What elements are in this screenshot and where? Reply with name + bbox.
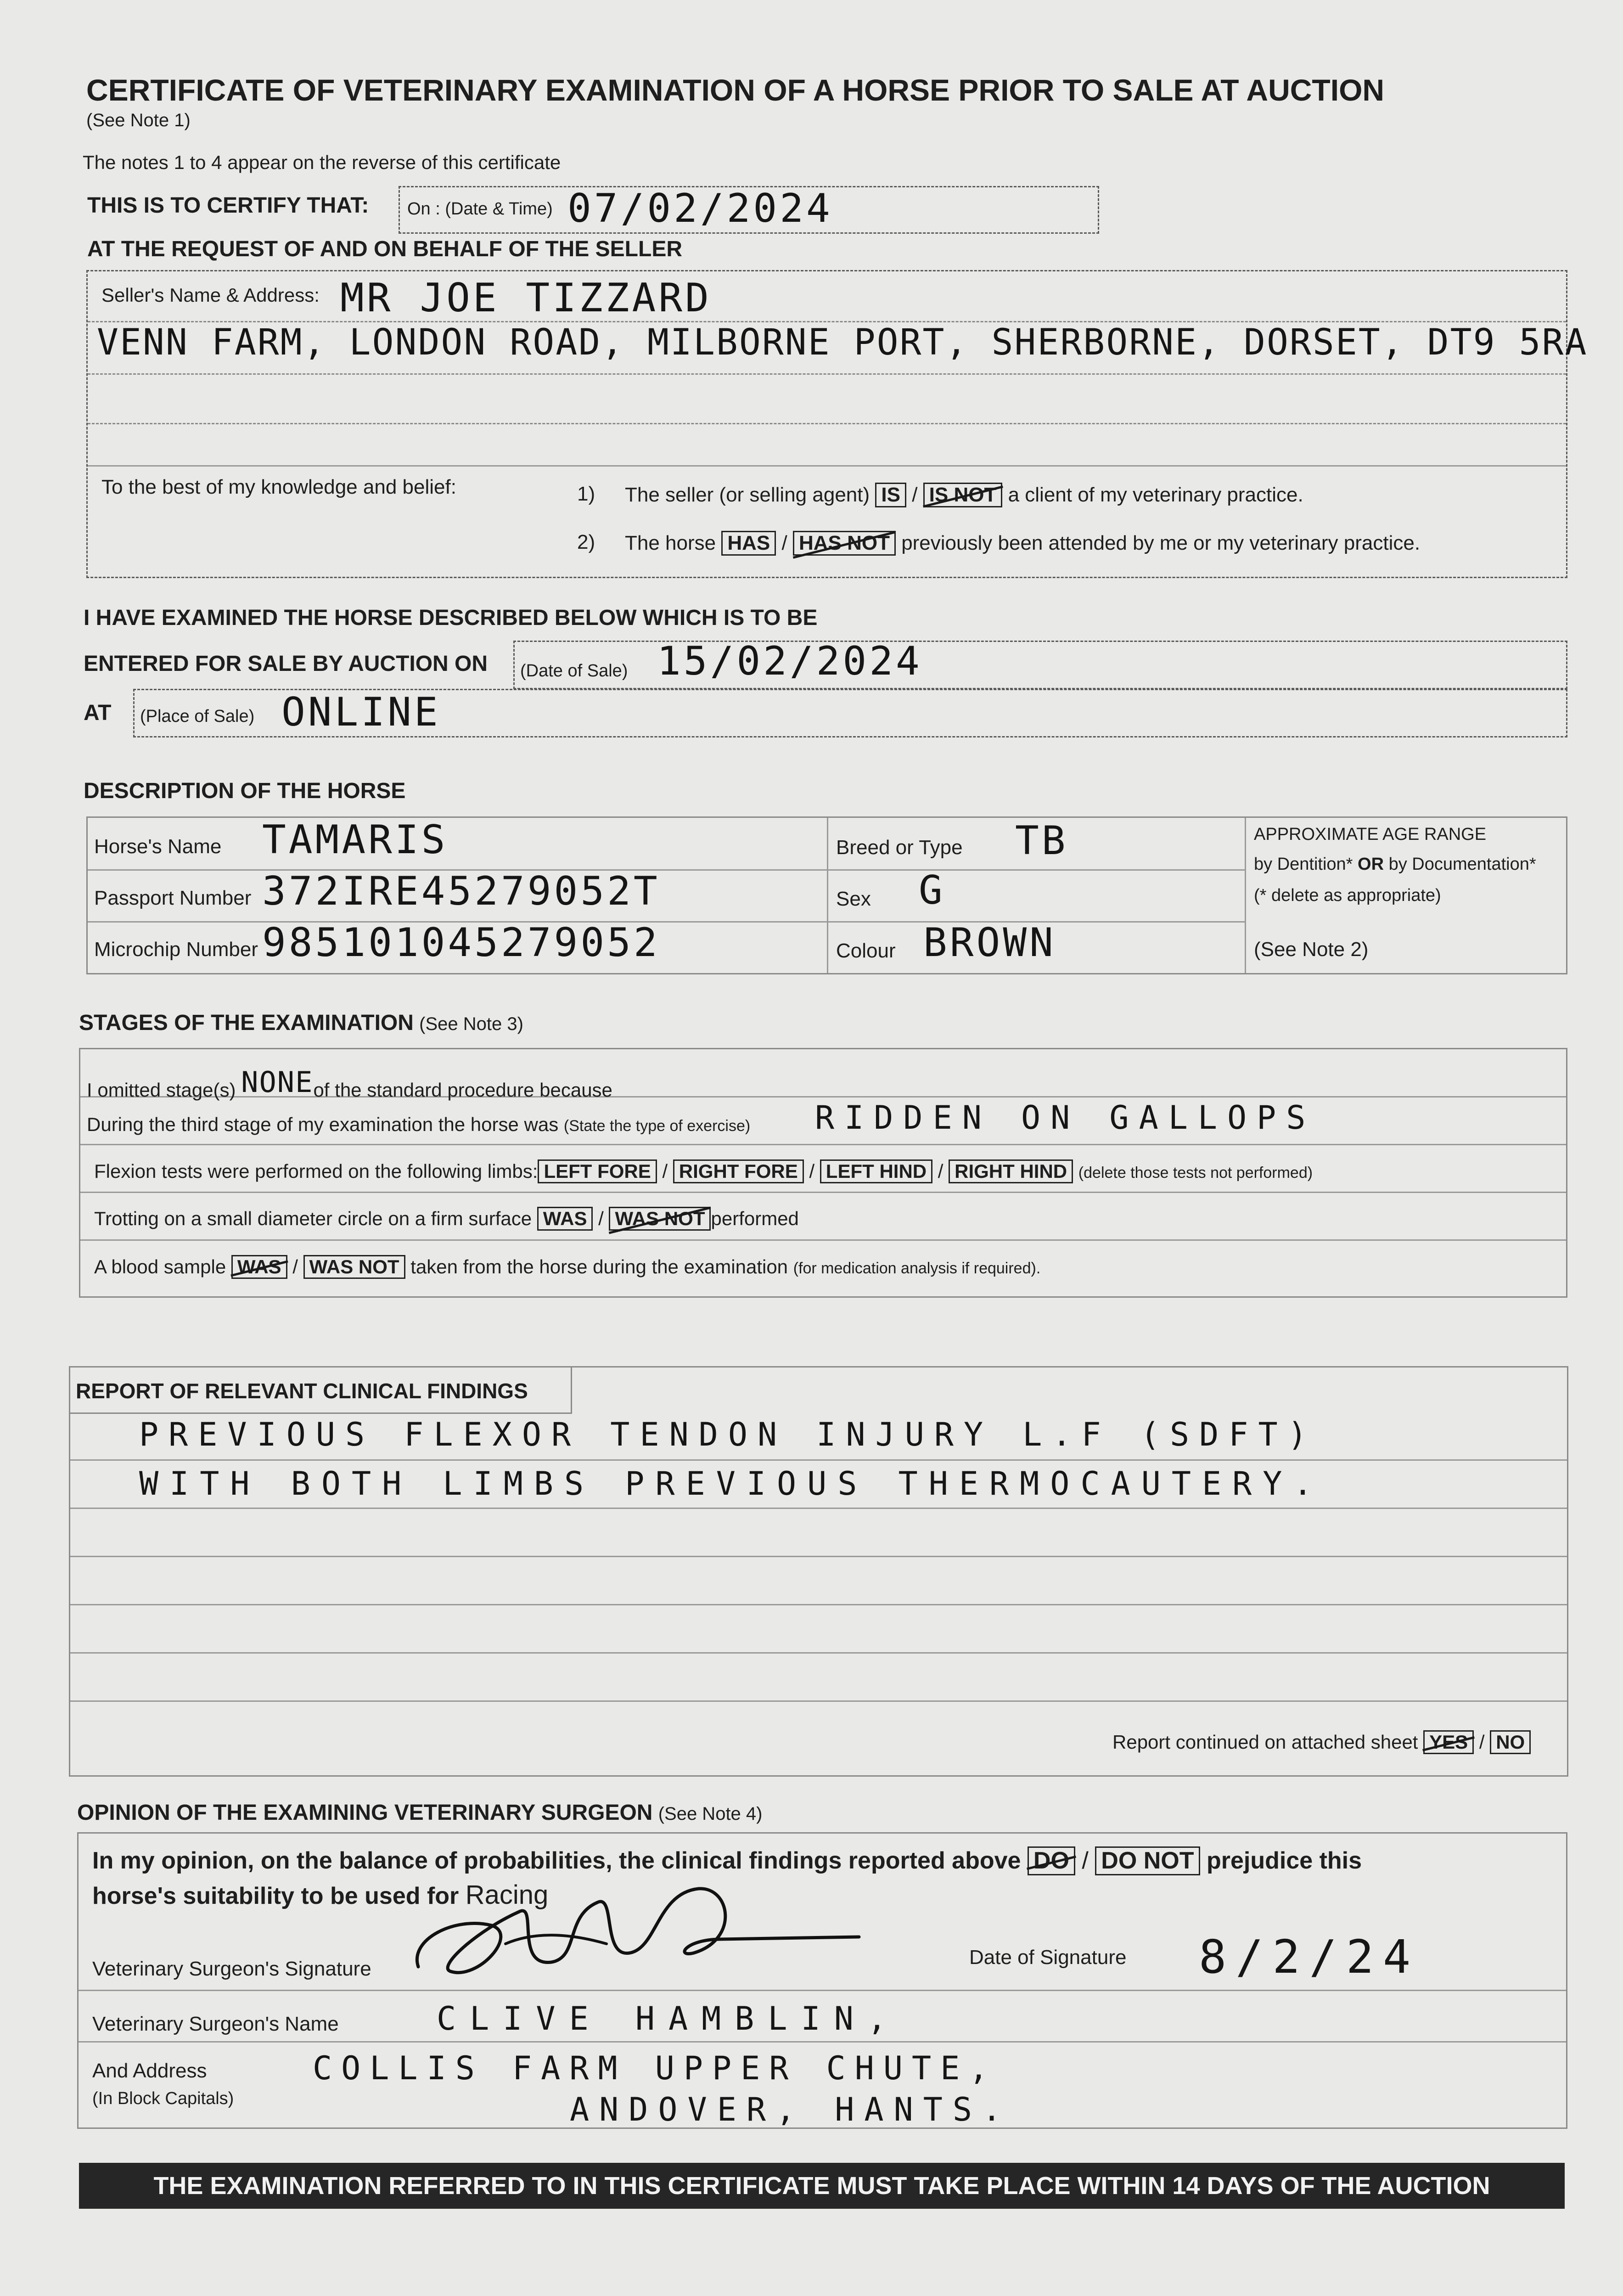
passport-number[interactable]: 372IRE45279052T — [262, 868, 660, 914]
trot-was[interactable]: WAS — [537, 1207, 593, 1231]
trot-was-not[interactable]: WAS NOT — [609, 1207, 711, 1231]
microchip-number[interactable]: 985101045279052 — [262, 920, 660, 966]
third-stage-row — [87, 1114, 750, 1136]
at-label: AT — [84, 701, 112, 725]
belief-label: To the best of my knowledge and belief: — [101, 476, 456, 498]
flexion-slash-2: / — [809, 1160, 815, 1182]
trot-post: performed — [711, 1208, 799, 1229]
description-title: DESCRIPTION OF THE HORSE — [84, 779, 406, 803]
blood-post: taken from the horse during the examination — [410, 1256, 788, 1277]
opinion-box — [77, 1832, 1567, 2129]
age-title: APPROXIMATE AGE RANGE — [1254, 825, 1487, 844]
certify-label: THIS IS TO CERTIFY THAT: — [87, 193, 369, 218]
item2-text: The horse — [625, 532, 716, 554]
age-or: OR — [1358, 855, 1384, 874]
trot-label: Trotting on a small diameter circle on a firm surface — [94, 1208, 532, 1229]
limb-left-hind[interactable]: LEFT HIND — [820, 1159, 932, 1183]
age-by-documentation[interactable]: by Documentation* — [1388, 855, 1536, 874]
item2-row — [625, 531, 1420, 556]
description-table — [86, 816, 1567, 974]
findings-line-2[interactable]: WITH BOTH LIMBS PREVIOUS THERMOCAUTERY. — [139, 1465, 1324, 1503]
blood-was-not[interactable]: WAS NOT — [303, 1255, 405, 1279]
flexion-slash-3: / — [938, 1160, 943, 1182]
opinion-heading — [77, 1800, 762, 1825]
omitted-pre: I omitted stage(s) — [87, 1079, 236, 1101]
opinion-text-line2: horse's suitability to be used for — [92, 1883, 459, 1909]
seller-name[interactable]: MR JOE TIZZARD — [340, 275, 712, 321]
passport-label: Passport Number — [94, 887, 252, 909]
certificate-title: CERTIFICATE OF VETERINARY EXAMINATION OF A HORSE PRIOR TO SALE AT AUCTION — [86, 73, 1385, 107]
third-stage-label: During the third stage of my examination the horse was — [87, 1114, 559, 1135]
breed-label: Breed or Type — [836, 836, 963, 859]
flexion-row — [94, 1159, 1313, 1183]
footer-banner: THE EXAMINATION REFERRED TO IN THIS CERTIFICATE MUST TAKE PLACE WITHIN 14 DAYS OF THE AUCTION — [79, 2163, 1565, 2209]
age-by-dentition[interactable]: by Dentition* — [1254, 855, 1353, 874]
date-of-sale: 15/02/2024 — [657, 638, 922, 684]
stages-note: (See Note 3) — [419, 1014, 523, 1034]
opinion-do[interactable]: DO — [1028, 1846, 1075, 1875]
microchip-label: Microchip Number — [94, 938, 258, 961]
seller-name-label: Seller's Name & Address: — [101, 284, 320, 306]
item1-slash: / — [912, 484, 918, 506]
opinion-note: (See Note 4) — [658, 1804, 763, 1824]
date-of-sale-box[interactable] — [513, 638, 1567, 689]
has-not-option[interactable]: HAS NOT — [793, 531, 896, 556]
item1-number: 1) — [577, 483, 595, 505]
flexion-slash-1: / — [662, 1160, 668, 1182]
sex[interactable]: G — [919, 867, 945, 913]
vet-address-label: And Address — [92, 2060, 207, 2082]
item1-text: The seller (or selling agent) — [625, 484, 870, 506]
blood-slash: / — [292, 1256, 298, 1277]
item2-slash: / — [781, 532, 787, 554]
blood-was[interactable]: WAS — [231, 1255, 287, 1279]
item1-row — [625, 483, 1303, 507]
on-date-time-label: On : (Date & Time) — [407, 199, 553, 219]
omitted-row — [87, 1065, 612, 1101]
trot-slash: / — [598, 1208, 604, 1229]
signature-scribble[interactable] — [400, 1875, 868, 1994]
notes-line: The notes 1 to 4 appear on the reverse of this certificate — [83, 152, 561, 173]
signature-label: Veterinary Surgeon's Signature — [92, 1958, 371, 1980]
flexion-label: Flexion tests were performed on the following limbs: — [94, 1160, 538, 1182]
vet-address-1[interactable]: COLLIS FARM UPPER CHUTE, — [313, 2049, 998, 2087]
examined-line2: ENTERED FOR SALE BY AUCTION ON — [84, 652, 488, 676]
limb-right-fore[interactable]: RIGHT FORE — [673, 1159, 804, 1183]
third-stage-note: (State the type of exercise) — [563, 1117, 751, 1135]
continued-slash: / — [1479, 1731, 1485, 1753]
request-label: AT THE REQUEST OF AND ON BEHALF OF THE SELLER — [87, 237, 682, 261]
breed[interactable]: TB — [1015, 818, 1068, 864]
opinion-text-post: prejudice this — [1206, 1847, 1362, 1874]
vet-name[interactable]: CLIVE HAMBLIN, — [437, 2000, 901, 2037]
vet-address-2[interactable]: ANDOVER, HANTS. — [570, 2091, 1012, 2128]
opinion-use[interactable]: Racing — [465, 1880, 549, 1910]
sex-label: Sex — [836, 888, 871, 910]
vet-address-sub: (In Block Capitals) — [92, 2089, 234, 2108]
continued-row — [1112, 1730, 1531, 1754]
examined-line1: I HAVE EXAMINED THE HORSE DESCRIBED BELOW WHICH IS TO BE — [84, 606, 818, 630]
findings-box — [69, 1366, 1568, 1777]
exercise-type[interactable]: RIDDEN ON GALLOPS — [815, 1099, 1316, 1137]
certify-date-box[interactable] — [399, 186, 1099, 234]
is-option[interactable]: IS — [875, 483, 906, 507]
see-note-1: (See Note 1) — [86, 110, 191, 130]
blood-label: A blood sample — [94, 1256, 226, 1277]
colour-label: Colour — [836, 940, 896, 962]
continued-no[interactable]: NO — [1490, 1730, 1531, 1754]
omitted-post: of the standard procedure because — [313, 1079, 612, 1101]
stages-heading — [79, 1010, 523, 1035]
place-of-sale-label: (Place of Sale) — [140, 707, 255, 726]
opinion-slash: / — [1082, 1847, 1089, 1874]
has-option[interactable]: HAS — [721, 531, 776, 556]
opinion-line-1 — [92, 1846, 1362, 1875]
trot-row — [94, 1207, 799, 1231]
findings-line-1[interactable]: PREVIOUS FLEXOR TENDON INJURY L.F (SDFT) — [139, 1416, 1317, 1453]
stages-box — [79, 1048, 1567, 1298]
date-of-sale-label: (Date of Sale) — [520, 661, 628, 681]
seller-box — [86, 270, 1588, 578]
date-of-signature-label: Date of Signature — [969, 1946, 1127, 1969]
flexion-note: (delete those tests not performed) — [1078, 1164, 1313, 1182]
colour[interactable]: BROWN — [923, 920, 1056, 966]
seller-address[interactable]: VENN FARM, LONDON ROAD, MILBORNE PORT, SHERBORNE, DORSET, DT9 5RA — [97, 322, 1588, 363]
is-not-option[interactable]: IS NOT — [923, 483, 1003, 507]
horse-name[interactable]: TAMARIS — [262, 817, 448, 863]
age-see-note: (See Note 2) — [1254, 938, 1369, 961]
blood-row — [94, 1255, 1040, 1279]
stages-title: STAGES OF THE EXAMINATION — [79, 1011, 414, 1035]
omitted-value[interactable]: NONE — [241, 1065, 314, 1099]
limb-left-fore[interactable]: LEFT FORE — [538, 1159, 657, 1183]
opinion-do-not[interactable]: DO NOT — [1095, 1846, 1200, 1875]
horse-name-label: Horse's Name — [94, 835, 222, 858]
age-delete-note: (* delete as appropriate) — [1254, 886, 1441, 905]
opinion-title: OPINION OF THE EXAMINING VETERINARY SURGEON — [77, 1801, 653, 1825]
continued-label: Report continued on attached sheet — [1112, 1731, 1418, 1753]
item2-end: previously been attended by me or my veterinary practice. — [901, 532, 1421, 554]
vet-name-label: Veterinary Surgeon's Name — [92, 2013, 339, 2035]
continued-yes[interactable]: YES — [1423, 1730, 1474, 1754]
place-of-sale: ONLINE — [281, 689, 441, 735]
item1-end: a client of my veterinary practice. — [1008, 484, 1303, 506]
date-of-signature[interactable]: 8/2/24 — [1199, 1930, 1420, 1984]
blood-note: (for medication analysis if required). — [793, 1260, 1041, 1277]
limb-right-hind[interactable]: RIGHT HIND — [949, 1159, 1073, 1183]
opinion-text-pre: In my opinion, on the balance of probabilities, the clinical findings reported above — [92, 1847, 1021, 1874]
place-of-sale-box[interactable] — [133, 689, 1567, 737]
item2-number: 2) — [577, 531, 595, 553]
age-options — [1254, 855, 1536, 874]
findings-title: REPORT OF RELEVANT CLINICAL FINDINGS — [76, 1379, 528, 1403]
certify-date: 07/02/2024 — [567, 186, 833, 231]
